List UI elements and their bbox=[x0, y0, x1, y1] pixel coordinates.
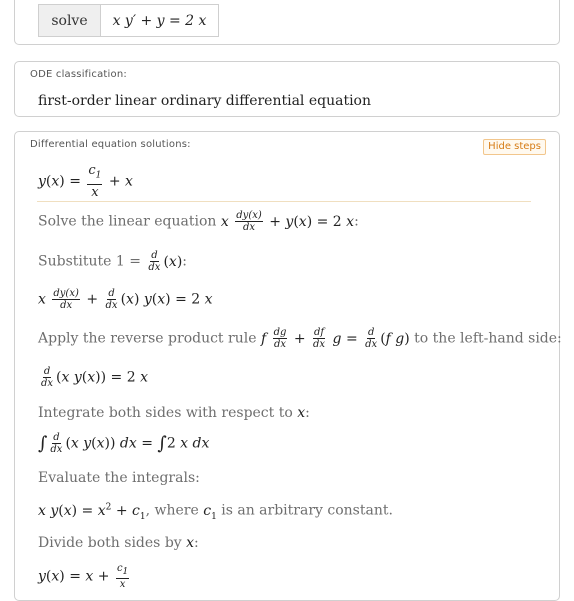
step-text: Substitute 1 = bbox=[38, 253, 141, 270]
step-text: Divide both sides by bbox=[38, 535, 182, 551]
math-evaluated: x $y(x) = x^2 + c_1$, where $c_1$ is an arbitrary constant. bbox=[38, 502, 393, 522]
input-interpretation bbox=[38, 4, 219, 37]
math-final: y(x) = x + $\frac{c_1}{x}$ bbox=[38, 563, 129, 590]
solutions-title: Differential equation solutions: bbox=[30, 139, 191, 150]
dydx-fraction: $\frac{dy(x)}{dx}$ bbox=[236, 210, 262, 233]
result-numerator: $c_1$ bbox=[87, 163, 102, 185]
step-solve-linear: Solve the linear equation x $\frac{dy(x)}{dx}$ + y(x) = 2 x: bbox=[38, 210, 359, 233]
input-expression: x y′ + y = 2 x bbox=[112, 12, 207, 29]
solutions-pod bbox=[14, 131, 560, 601]
math-product-form: $\frac{d}{dx}$ (x y(x)) = 2 x bbox=[41, 366, 148, 389]
result-denominator: x bbox=[91, 184, 99, 200]
step-text: Apply the reverse product rule bbox=[38, 330, 257, 347]
step-divide: Divide both sides by x: bbox=[38, 535, 199, 551]
solution-result bbox=[38, 163, 133, 200]
step-evaluate: Evaluate the integrals: bbox=[38, 470, 200, 486]
hide-steps-button[interactable]: Hide steps bbox=[483, 139, 546, 155]
step-text: Solve the linear equation bbox=[38, 213, 217, 230]
step-integrate: Integrate both sides with respect to x: bbox=[38, 405, 310, 421]
classification-value: first-order linear ordinary differential equation bbox=[38, 93, 372, 109]
step-reverse-product: Apply the reverse product rule f $\frac{dg}{dx}$ + $\frac{df}{dx}$ g = $\frac{d}{dx}$ (f g) to the left-hand side: bbox=[38, 327, 562, 350]
result-fraction bbox=[87, 163, 102, 200]
math-integral: ∫ $\frac{d}{dx}$ (x y(x)) dx = ∫2 x dx bbox=[38, 432, 210, 455]
step-constant-note: is an arbitrary constant. bbox=[221, 502, 393, 519]
d-dx-fraction: $\frac{d}{dx}$ bbox=[148, 250, 161, 273]
step-where: , where bbox=[145, 502, 199, 519]
result-lhs: y(x) = bbox=[38, 173, 86, 190]
input-label: solve bbox=[39, 5, 101, 36]
classification-pod bbox=[14, 61, 560, 117]
result-rhs: + x bbox=[104, 173, 133, 190]
step-text: Integrate both sides with respect to bbox=[38, 405, 293, 421]
math-substituted: x $\frac{dy(x)}{dx}$ + $\frac{d}{dx}$ (x) y(x) = 2 x bbox=[38, 288, 213, 311]
classification-title: ODE classification: bbox=[30, 69, 127, 80]
result-separator bbox=[37, 201, 531, 202]
step-substitute: Substitute 1 = $\frac{d}{dx}$ (x): bbox=[38, 250, 188, 273]
step-text-suffix: to the left-hand side: bbox=[414, 330, 562, 347]
input-pod bbox=[14, 0, 560, 45]
